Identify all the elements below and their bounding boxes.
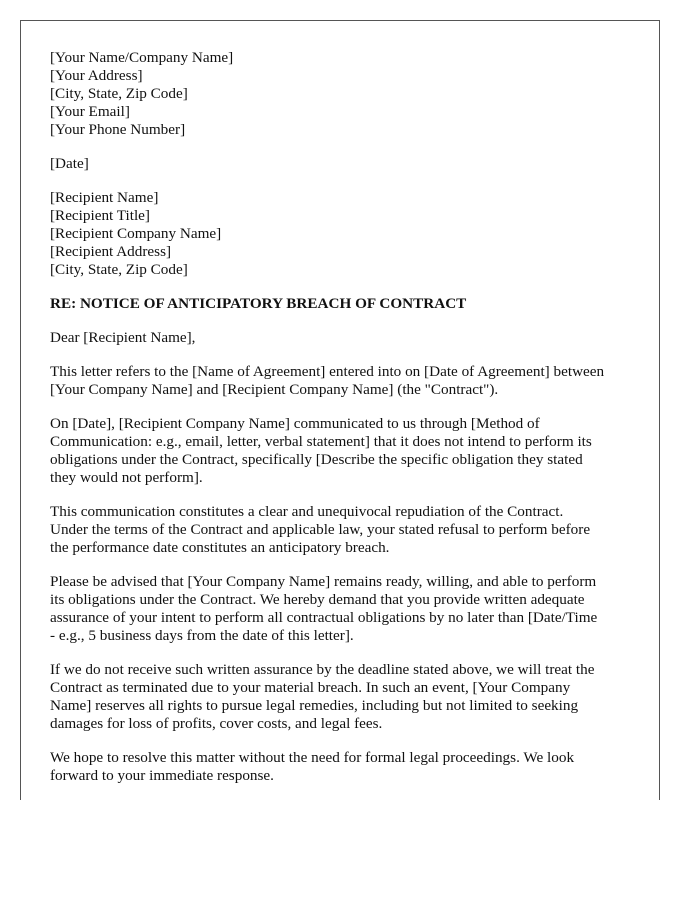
body-line: they would not perform].: [50, 469, 203, 486]
sender-line: [Your Name/Company Name]: [50, 49, 234, 66]
body-line: assurance of your intent to perform all contractual obligations by no later than [Date/Time: [50, 609, 598, 626]
recipient-line: [Recipient Address]: [50, 243, 172, 260]
body-line: Please be advised that [Your Company Name] remains ready, willing, and able to perform: [50, 573, 597, 590]
body-line: Under the terms of the Contract and applicable law, your stated refusal to perform before: [50, 521, 591, 538]
spacer: [50, 173, 640, 189]
subject-line: RE: NOTICE OF ANTICIPATORY BREACH OF CONTRACT: [50, 295, 467, 312]
body-line: its obligations under the Contract. We hereby demand that you provide written adequate: [50, 591, 585, 608]
recipient-address-block: [50, 189, 640, 279]
body-paragraph: [50, 573, 640, 645]
body-line: If we do not receive such written assurance by the deadline stated above, we will treat the: [50, 661, 595, 678]
body-paragraph: [50, 749, 640, 785]
recipient-line: [City, State, Zip Code]: [50, 261, 188, 278]
body-line: Contract as terminated due to your material breach. In such an event, [Your Company: [50, 679, 571, 696]
body-line: the performance date constitutes an anticipatory breach.: [50, 539, 390, 556]
body-line: - e.g., 5 business days from the date of this letter].: [50, 627, 354, 644]
letter-page: [20, 20, 660, 800]
recipient-line: [Recipient Title]: [50, 207, 150, 224]
spacer: [50, 279, 640, 295]
body-line: On [Date], [Recipient Company Name] communicated to us through [Method of: [50, 415, 540, 432]
sender-line: [Your Address]: [50, 67, 143, 84]
body-line: [Your Company Name] and [Recipient Company Name] (the "Contract").: [50, 381, 499, 398]
body-line: Communication: e.g., email, letter, verbal statement] that it does not intend to perform its: [50, 433, 592, 450]
sender-address-block: [50, 49, 640, 139]
body-line: This letter refers to the [Name of Agreement] entered into on [Date of Agreement] between: [50, 363, 605, 380]
body-line: We hope to resolve this matter without the need for formal legal proceedings. We look: [50, 749, 575, 766]
body-line: obligations under the Contract, specifically [Describe the specific obligation they stated: [50, 451, 583, 468]
letter-date: [Date]: [50, 155, 89, 172]
sender-line: [City, State, Zip Code]: [50, 85, 188, 102]
body-paragraph: [50, 363, 640, 399]
recipient-line: [Recipient Company Name]: [50, 225, 222, 242]
date-block: [50, 155, 640, 173]
body-line: forward to your immediate response.: [50, 767, 274, 784]
sender-line: [Your Email]: [50, 103, 130, 120]
spacer: [50, 313, 640, 329]
body-paragraph: [50, 661, 640, 733]
body-line: This communication constitutes a clear and unequivocal repudiation of the Contract.: [50, 503, 564, 520]
salutation: Dear [Recipient Name],: [50, 329, 196, 346]
body-paragraph: [50, 415, 640, 487]
body-line: damages for loss of profits, cover costs, and legal fees.: [50, 715, 383, 732]
body-paragraph: [50, 503, 640, 557]
letter-content: [50, 49, 640, 801]
spacer: [50, 139, 640, 155]
body-line: Name] reserves all rights to pursue legal remedies, including but not limited to seeking: [50, 697, 579, 714]
sender-line: [Your Phone Number]: [50, 121, 186, 138]
recipient-line: [Recipient Name]: [50, 189, 159, 206]
spacer: [50, 347, 640, 363]
